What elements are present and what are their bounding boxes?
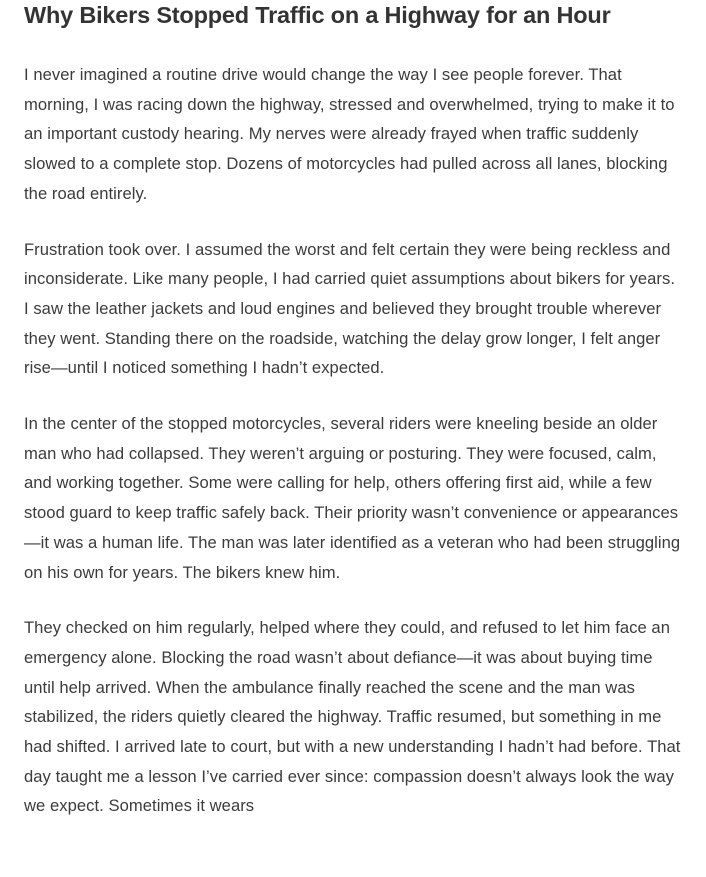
article-title: Why Bikers Stopped Traffic on a Highway for an Hour <box>24 2 611 28</box>
article-body <box>24 60 684 821</box>
article-paragraph-4: They checked on him regularly, helped where they could, and refused to let him face an emergency alone. Blocking the road wasn’t about defiance—it was about buying time until help arrived. When the ambulance finally reached the scene and the man was stabilized, the riders quietly cleared the highway. Traffic resumed, but something in me had shifted. I arrived late to court, but with a new understanding I hadn’t had before. That day taught me a lesson I’ve carried ever since: compassion doesn’t always look the way we expect. Sometimes it wears <box>24 618 681 816</box>
article-paragraph-2: Frustration took over. I assumed the worst and felt certain they were being reckless and inconsiderate. Like many people, I had carried quiet assumptions about bikers for years. I saw the leather jackets and loud engines and believed they brought trouble wherever they went. Standing there on the roadside, watching the delay grow longer, I felt anger rise—until I noticed something I hadn’t expected. <box>24 239 675 378</box>
article-paragraph-3: In the center of the stopped motorcycles, several riders were kneeling beside an older man who had collapsed. They weren’t arguing or posturing. They were focused, calm, and working together. Some were calling for help, others offering first aid, while a few stood guard to keep traffic safely back. Their priority wasn’t convenience or appearances—it was a human life. The man was later identified as a veteran who had been struggling on his own for years. The bikers knew him. <box>24 414 681 582</box>
article <box>24 0 684 847</box>
article-paragraph-1: I never imagined a routine drive would change the way I see people forever. That morning, I was racing down the highway, stressed and overwhelmed, trying to make it to an important custody hearing. My nerves were already frayed when traffic suddenly slowed to a complete stop. Dozens of motorcycles had pulled across all lanes, blocking the road entirely. <box>24 65 675 203</box>
